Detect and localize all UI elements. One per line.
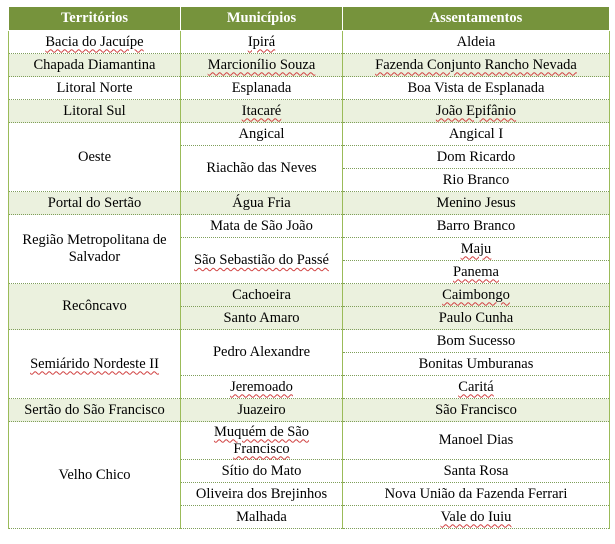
table-row [9, 215, 610, 238]
municipio-cell: Itacaré [181, 100, 343, 123]
assentamento-cell: Santa Rosa [343, 460, 610, 483]
territorio-cell: Litoral Sul [9, 100, 181, 123]
municipio-cell: Cachoeira [181, 284, 343, 307]
assentamento-cell: Nova União da Fazenda Ferrari [343, 483, 610, 506]
assentamento-cell: Angical I [343, 123, 610, 146]
table-row [9, 330, 610, 353]
municipio-cell: Angical [181, 123, 343, 146]
assentamento-cell: Menino Jesus [343, 192, 610, 215]
assentamento-cell: Dom Ricardo [343, 146, 610, 169]
assentamento-cell: Caimbongo [343, 284, 610, 307]
table-row [9, 123, 610, 146]
table-header-row [9, 7, 610, 31]
table-row [9, 31, 610, 54]
assentamento-cell: Panema [343, 261, 610, 284]
header-assentamentos: Assentamentos [343, 7, 610, 31]
municipio-cell: Oliveira dos Brejinhos [181, 483, 343, 506]
table-row [9, 422, 610, 460]
assentamento-cell: Aldeia [343, 31, 610, 54]
municipio-cell: Água Fria [181, 192, 343, 215]
assentamento-cell: Paulo Cunha [343, 307, 610, 330]
assentamento-cell: João Epifânio [343, 100, 610, 123]
territorio-cell: Portal do Sertão [9, 192, 181, 215]
header-territorios: Territórios [9, 7, 181, 31]
table-row [9, 54, 610, 77]
assentamento-cell: São Francisco [343, 399, 610, 422]
municipio-cell: Esplanada [181, 77, 343, 100]
assentamento-cell: Barro Branco [343, 215, 610, 238]
territorio-cell: Litoral Norte [9, 77, 181, 100]
municipio-cell: Marcionílio Souza [181, 54, 343, 77]
assentamento-cell: Bonitas Umburanas [343, 353, 610, 376]
territorio-cell: Região Metropolitana de Salvador [9, 215, 181, 284]
municipio-cell: Muquém de São Francisco [181, 422, 343, 460]
table-row [9, 192, 610, 215]
assentamento-cell: Vale do Iuiu [343, 506, 610, 529]
assentamento-cell: Manoel Dias [343, 422, 610, 460]
settlements-table [8, 6, 610, 529]
territorio-cell: Semiárido Nordeste II [9, 330, 181, 399]
assentamento-cell: Maju [343, 238, 610, 261]
header-municipios: Municípios [181, 7, 343, 31]
assentamento-cell: Rio Branco [343, 169, 610, 192]
territorio-cell: Bacia do Jacuípe [9, 31, 181, 54]
municipio-cell: Malhada [181, 506, 343, 529]
municipio-cell: Sítio do Mato [181, 460, 343, 483]
assentamento-cell: Bom Sucesso [343, 330, 610, 353]
municipio-cell: Santo Amaro [181, 307, 343, 330]
table-row [9, 399, 610, 422]
table-row [9, 77, 610, 100]
municipio-cell: Ipirá [181, 31, 343, 54]
municipio-cell: Pedro Alexandre [181, 330, 343, 376]
territorio-cell: Recôncavo [9, 284, 181, 330]
table-row [9, 100, 610, 123]
assentamento-cell: Boa Vista de Esplanada [343, 77, 610, 100]
table-row [9, 284, 610, 307]
municipio-cell: Juazeiro [181, 399, 343, 422]
municipio-cell: Jeremoado [181, 376, 343, 399]
territorio-cell: Oeste [9, 123, 181, 192]
territorio-cell: Chapada Diamantina [9, 54, 181, 77]
municipio-cell: Mata de São João [181, 215, 343, 238]
assentamento-cell: Fazenda Conjunto Rancho Nevada [343, 54, 610, 77]
municipio-cell: São Sebastião do Passé [181, 238, 343, 284]
territorio-cell: Sertão do São Francisco [9, 399, 181, 422]
assentamento-cell: Caritá [343, 376, 610, 399]
territorio-cell: Velho Chico [9, 422, 181, 529]
municipio-cell: Riachão das Neves [181, 146, 343, 192]
